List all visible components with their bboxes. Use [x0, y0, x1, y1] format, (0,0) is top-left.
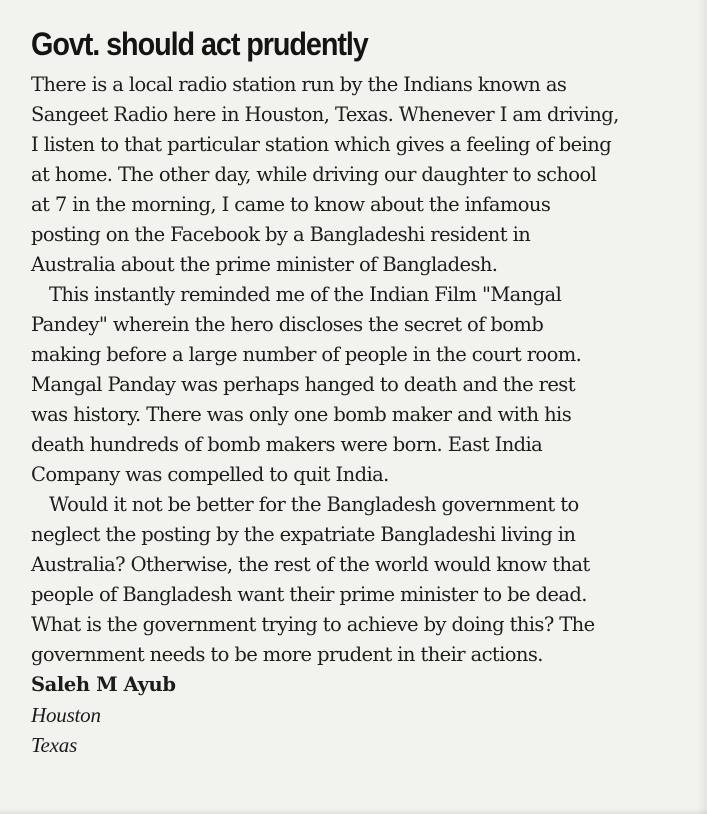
text-line: Pandey" wherein the hero discloses the secret of bomb	[31, 313, 544, 336]
scan-bottom-shadow	[0, 808, 707, 814]
text-line: Mangal Panday was perhaps hanged to death and the rest	[31, 373, 575, 396]
author-name: Saleh M Ayub	[31, 673, 176, 696]
text-line: death hundreds of bomb makers were born. East India	[31, 433, 543, 456]
headline: Govt. should act prudently	[31, 26, 368, 62]
text-line: There is a local radio station run by the Indians known as	[31, 73, 567, 96]
text-line: What is the government trying to achieve by doing this? The	[31, 613, 595, 636]
paragraph-2	[31, 280, 671, 490]
author-city: Houston	[31, 703, 101, 727]
text-line: I listen to that particular station which gives a feeling of being	[31, 133, 612, 156]
text-line: Would it not be better for the Bangladesh government to	[49, 493, 579, 516]
paragraph-1	[31, 70, 671, 280]
text-line: government needs to be more prudent in their actions.	[31, 643, 543, 666]
text-line: This instantly reminded me of the Indian Film "Mangal	[49, 283, 562, 306]
text-line: was history. There was only one bomb maker and with his	[31, 403, 572, 426]
letter-body	[31, 70, 671, 760]
author-state: Texas	[31, 733, 78, 757]
letter-to-editor	[31, 24, 671, 760]
text-line: at home. The other day, while driving our daughter to school	[31, 163, 597, 186]
text-line: Company was compelled to quit India.	[31, 463, 389, 486]
text-line: Sangeet Radio here in Houston, Texas. Whenever I am driving,	[31, 103, 619, 126]
signature-block	[31, 670, 671, 760]
text-line: at 7 in the morning, I came to know about the infamous	[31, 193, 551, 216]
text-line: people of Bangladesh want their prime minister to be dead.	[31, 583, 587, 606]
text-line: Australia? Otherwise, the rest of the world would know that	[31, 553, 590, 576]
text-line: Australia about the prime minister of Bangladesh.	[31, 253, 498, 276]
paragraph-3	[31, 490, 671, 670]
text-line: making before a large number of people in the court room.	[31, 343, 582, 366]
text-line: neglect the posting by the expatriate Bangladeshi living in	[31, 523, 576, 546]
scan-edge-shadow	[697, 0, 707, 814]
text-line: posting on the Facebook by a Bangladeshi resident in	[31, 223, 531, 246]
